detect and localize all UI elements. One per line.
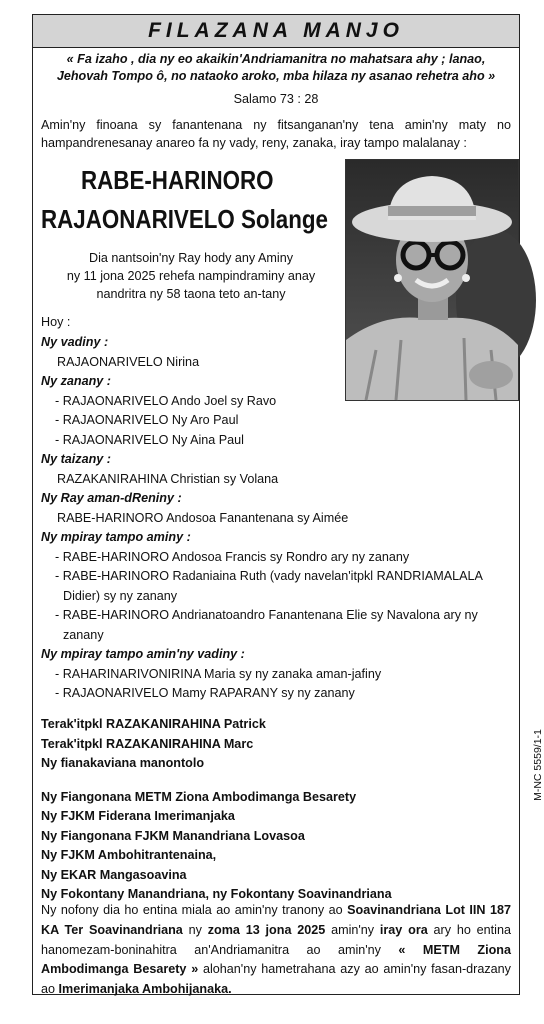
organization-line: Ny Fiangonana METM Ziona Ambodimanga Besarety xyxy=(41,789,357,804)
family-member: RAZAKANIRAHINA Christian sy Volana xyxy=(57,471,279,486)
funeral-details xyxy=(41,901,511,1000)
relative-line: Terak'itpkl RAZAKANIRAHINA Marc xyxy=(41,736,254,751)
church-name: « METM Ziona Ambodimanga Besarety » xyxy=(41,942,511,977)
family-member: - RAHARINARIVONIRINA Maria sy ny zanaka aman-jafiny xyxy=(55,666,382,681)
funeral-date: zoma 13 jona 2025 xyxy=(207,922,326,937)
family-member: - RABE-HARINORO Andrianatoandro Fanantenana Elie sy Navalona ary ny zanany xyxy=(55,608,478,642)
text-segment: ary ho entina hanomezam-boninahitra an'Andriamanitra ao amin'ny xyxy=(41,922,511,957)
burial-place: Imerimanjaka Ambohijanaka. xyxy=(58,982,232,997)
organization-line: Ny FJKM Ambohitrantenaina, xyxy=(41,848,217,862)
death-line: Dia nantsoin'ny Ray hody any Aminy xyxy=(88,251,293,265)
text-segment: amin'ny xyxy=(325,922,380,937)
relative-line: Terak'itpkl RAZAKANIRAHINA Patrick xyxy=(41,717,266,731)
notice-title: FILAZANA MANJO xyxy=(148,19,404,42)
organization-line: Ny FJKM Fiderana Imerimanjaka xyxy=(41,809,235,823)
organization-line: Ny Fiangonana FJKM Manandriana Lovasoa xyxy=(41,828,305,843)
notice-frame xyxy=(32,14,544,997)
family-member: RABE-HARINORO Andosoa Fanantenana sy Aimée xyxy=(57,510,349,525)
family-member: - RAJAONARIVELO Ny Aro Paul xyxy=(55,413,239,427)
organization-line: Ny Fokontany Manandriana, ny Fokontany Soavinandriana xyxy=(41,887,392,901)
family-member: - RABE-HARINORO Andosoa Francis sy Rondro ary ny zanany xyxy=(55,549,410,564)
intro-line: hampandrenesanay anareo fa ny vady, reny, zanaka, iray tampo malalanay : xyxy=(41,136,467,150)
notice-code: M-NC 5559/1-1 xyxy=(532,729,544,801)
family-heading: Ny Ray aman-dReniny : xyxy=(41,491,182,505)
spacer xyxy=(41,774,392,788)
funeral-time: iray ora xyxy=(379,922,428,937)
family-heading: Ny mpiray tampo amin'ny vadiny : xyxy=(41,647,245,661)
family-member: RAJAONARIVELO Nirina xyxy=(57,354,200,369)
family-heading: Ny zanany : xyxy=(41,374,111,388)
family-list xyxy=(41,333,511,704)
quote-line: « Fa izaho , dia ny eo akaikin'Andriamanitra no mahatsara ahy ; lanao, xyxy=(66,52,486,66)
family-heading: Ny taizany : xyxy=(41,452,111,466)
family-member: - RABE-HARINORO Radaniaina Ruth (vady navelan'itpkl RANDRIAMALALA Didier) sy ny zanany xyxy=(55,569,483,603)
family-member: - RAJAONARIVELO Mamy RAPARANY sy ny zanany xyxy=(55,686,355,700)
organization-line: Ny EKAR Mangasoavina xyxy=(41,867,187,882)
death-line: ny 11 jona 2025 rehefa nampindraminy anay xyxy=(66,269,316,283)
quote-reference: Salamo 73 : 28 xyxy=(233,92,319,106)
death-line: nandritra ny 58 taona teto an-tany xyxy=(96,287,286,301)
intro-line: Amin'ny finoana sy fanantenana ny fitsanganan'ny tena amin'ny maty no xyxy=(41,118,511,132)
family-heading: Ny vadiny : xyxy=(41,335,109,349)
bible-quote xyxy=(41,51,511,85)
organizations-list xyxy=(41,715,392,905)
family-member: - RAJAONARIVELO Ny Aina Paul xyxy=(55,432,244,447)
text-segment: ny xyxy=(182,922,208,937)
quote-line: Jehovah Tompo ô, no nataoko aroko, mba hilaza ny asanao rehetra aho » xyxy=(56,69,496,83)
text-segment: Ny nofony dia ho entina miala ao amin'ny tranony ao xyxy=(41,903,348,917)
relative-line: Ny fianakaviana manontolo xyxy=(41,756,205,770)
notice-header xyxy=(33,15,519,48)
deceased-name: RAJAONARIVELO Solange xyxy=(41,204,328,234)
deceased-surname: RABE-HARINORO xyxy=(81,165,274,195)
address: Soavinandriana Lot IIN 187 KA Ter Soavinandriana xyxy=(41,903,511,937)
death-announcement xyxy=(41,249,341,303)
family-heading: Ny mpiray tampo aminy : xyxy=(41,530,191,544)
hoy-label: Hoy : xyxy=(41,315,71,329)
family-member: - RAJAONARIVELO Ando Joel sy Ravo xyxy=(55,393,277,408)
text-segment: alohan'ny hametrahana azy ao amin'ny fasan-drazany ao xyxy=(41,962,511,997)
